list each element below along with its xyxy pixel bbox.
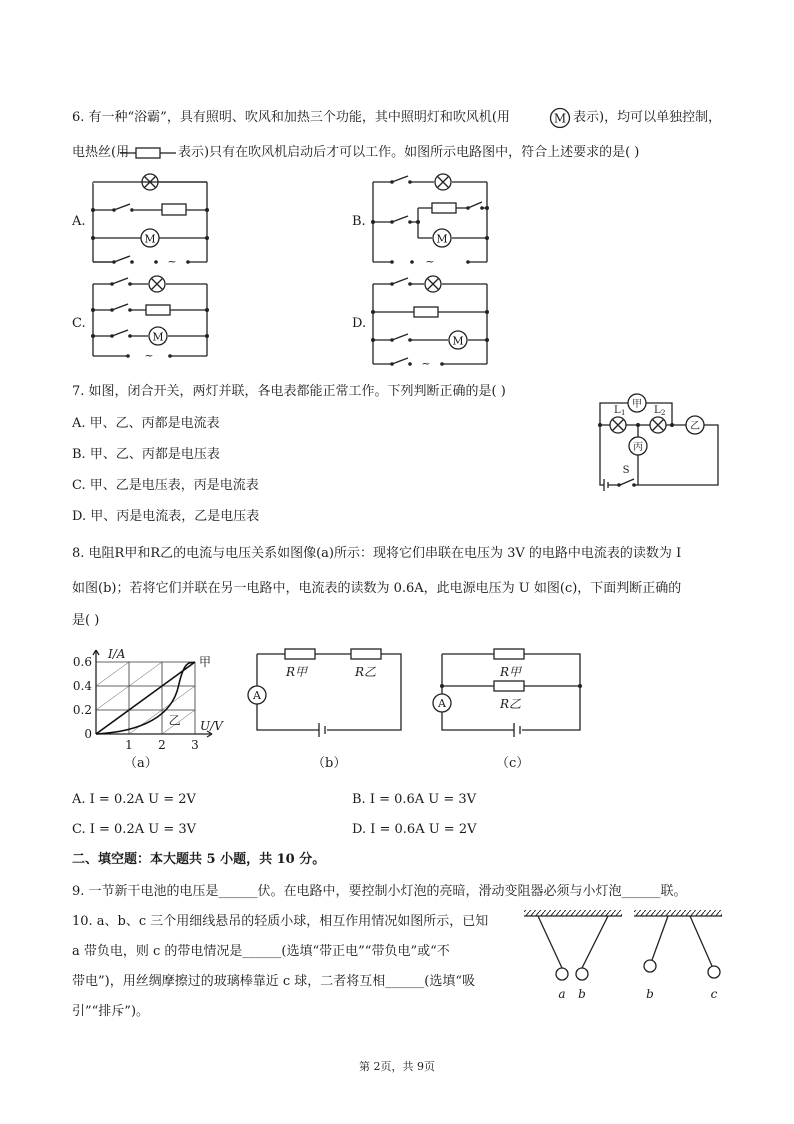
q8-iu-chart — [64, 644, 224, 754]
q7-circuit — [592, 381, 722, 491]
q7-option-a: A. 甲、乙、丙都是电流表 — [72, 416, 220, 431]
q7-option-c: C. 甲、乙是电压表，丙是电流表 — [72, 478, 259, 493]
section-heading-fill-in: 二、填空题：本大题共 5 小题，共 10 分。 — [72, 852, 326, 867]
q7-option-d: D. 甲、丙是电流表，乙是电压表 — [72, 509, 260, 524]
svg-text:M: M — [452, 334, 464, 348]
q8-caption-a: （a） — [124, 756, 158, 771]
chart-y-tick-label: 0.4 — [72, 679, 92, 693]
q7-option-b: B. 甲、乙、丙都是电压表 — [72, 447, 220, 462]
chart-hatch-line — [96, 662, 129, 686]
q6-circuit-b — [370, 174, 494, 270]
q8-option-a: A. I = 0.2A U = 2V — [72, 792, 196, 807]
q6-line2-a: 电热丝(用 — [72, 145, 130, 160]
chart-x-tick-label: 1 — [125, 738, 133, 752]
svg-text:L: L — [654, 405, 661, 416]
svg-text:~: ~ — [167, 255, 177, 268]
svg-text:R乙: R乙 — [500, 697, 522, 711]
q6-line1-a: 6. 有一种“浴霸”，具有照明、吹风和加热三个功能，其中照明灯和吹风机(用 — [72, 110, 510, 125]
svg-text:S: S — [622, 465, 630, 476]
q8-line2: 如图(b)；若将它们并联在另一电路中，电流表的读数为 0.6A，此电源电压为 U 如图(c)，下面判断正确的 — [72, 581, 682, 596]
chart-ylabel: I/A — [108, 647, 126, 661]
svg-text:M: M — [436, 232, 448, 246]
q8-caption-b: （b） — [312, 756, 347, 771]
q6-line2-b: 表示)只有在吹风机启动后才可以工作。如图所示电路图中，符合上述要求的是( ) — [178, 145, 640, 160]
q8-option-b: B. I = 0.6A U = 3V — [352, 792, 477, 807]
svg-text:~: ~ — [144, 349, 154, 362]
q8-caption-c: （c） — [496, 756, 530, 771]
svg-text:1: 1 — [621, 409, 626, 417]
svg-text:L: L — [614, 405, 621, 416]
q10-line3: 带电”)，用丝绸摩擦过的玻璃棒靠近 c 球，二者将互相______(选填“吸 — [72, 974, 475, 989]
q10-line1: 10. a、b、c 三个用细线悬吊的轻质小球，相互作用情况如图所示，已知 — [72, 914, 489, 929]
chart-x-tick-label: 3 — [191, 738, 199, 752]
svg-text:M: M — [553, 111, 567, 126]
svg-text:丙: 丙 — [633, 442, 643, 453]
chart-y-tick-label: 0.6 — [72, 655, 92, 669]
svg-text:~: ~ — [425, 255, 435, 268]
svg-text:R甲: R甲 — [500, 665, 522, 679]
q8-circuit-c — [430, 648, 588, 748]
svg-text:M: M — [144, 232, 156, 246]
svg-text:R乙: R乙 — [355, 665, 377, 679]
chart-x-tick-label: 2 — [158, 738, 166, 752]
svg-text:2: 2 — [661, 409, 666, 417]
q6-option-a-label: A. — [72, 214, 86, 229]
chart-series-label: 甲 — [199, 655, 212, 669]
q9-text: 9. 一节新干电池的电压是______伏。在电路中，要控制小灯泡的亮暗，滑动变阻器必须与小灯泡______联。 — [72, 884, 687, 899]
q6-circuit-c — [90, 276, 214, 372]
q6-option-d-label: D. — [352, 316, 367, 331]
motor-symbol-icon — [549, 107, 571, 129]
q8-line3: 是( ) — [72, 613, 100, 628]
svg-text:A: A — [253, 689, 261, 702]
svg-text:b: b — [646, 987, 654, 1001]
q10-line2: a 带负电，则 c 的带电情况是______(选填“带正电”“带负电”或“不 — [72, 944, 450, 959]
svg-text:c: c — [710, 987, 718, 1001]
q6-option-b-label: B. — [352, 214, 366, 229]
q7-stem: 7. 如图，闭合开关，两灯并联，各电表都能正常工作。下列判断正确的是( ) — [72, 384, 506, 399]
svg-text:~: ~ — [421, 357, 431, 370]
svg-text:b: b — [578, 987, 586, 1001]
chart-y-tick-label: 0 — [84, 727, 92, 741]
resistor-symbol-icon — [120, 146, 176, 160]
q8-line1: 8. 电阻R甲和R乙的电流与电压关系如图像(a)所示：现将它们串联在电压为 3V 的电路中电流表的读数为 I — [72, 546, 682, 561]
page-footer: 第 2页，共 9页 — [359, 1060, 435, 1073]
q6-circuit-a — [90, 174, 214, 270]
q6-line1-b: 表示)，均可以单独控制， — [573, 110, 722, 125]
svg-text:a: a — [558, 987, 566, 1001]
chart-y-tick-label: 0.2 — [72, 703, 92, 717]
chart-xlabel: U/V — [200, 719, 223, 733]
svg-text:甲: 甲 — [632, 399, 642, 410]
svg-text:R甲: R甲 — [286, 665, 308, 679]
q10-balls-figure — [524, 906, 724, 1002]
q6-circuit-d — [370, 276, 494, 372]
q8-option-c: C. I = 0.2A U = 3V — [72, 822, 197, 837]
q8-circuit-b — [241, 648, 407, 748]
chart-series-label: 乙 — [168, 713, 181, 728]
svg-text:M: M — [152, 330, 164, 344]
q6-option-c-label: C. — [72, 316, 86, 331]
svg-text:A: A — [438, 697, 446, 710]
svg-text:乙: 乙 — [690, 421, 700, 432]
q10-line4: 引”“排斥”)。 — [72, 1004, 150, 1019]
q8-option-d: D. I = 0.6A U = 2V — [352, 822, 477, 837]
